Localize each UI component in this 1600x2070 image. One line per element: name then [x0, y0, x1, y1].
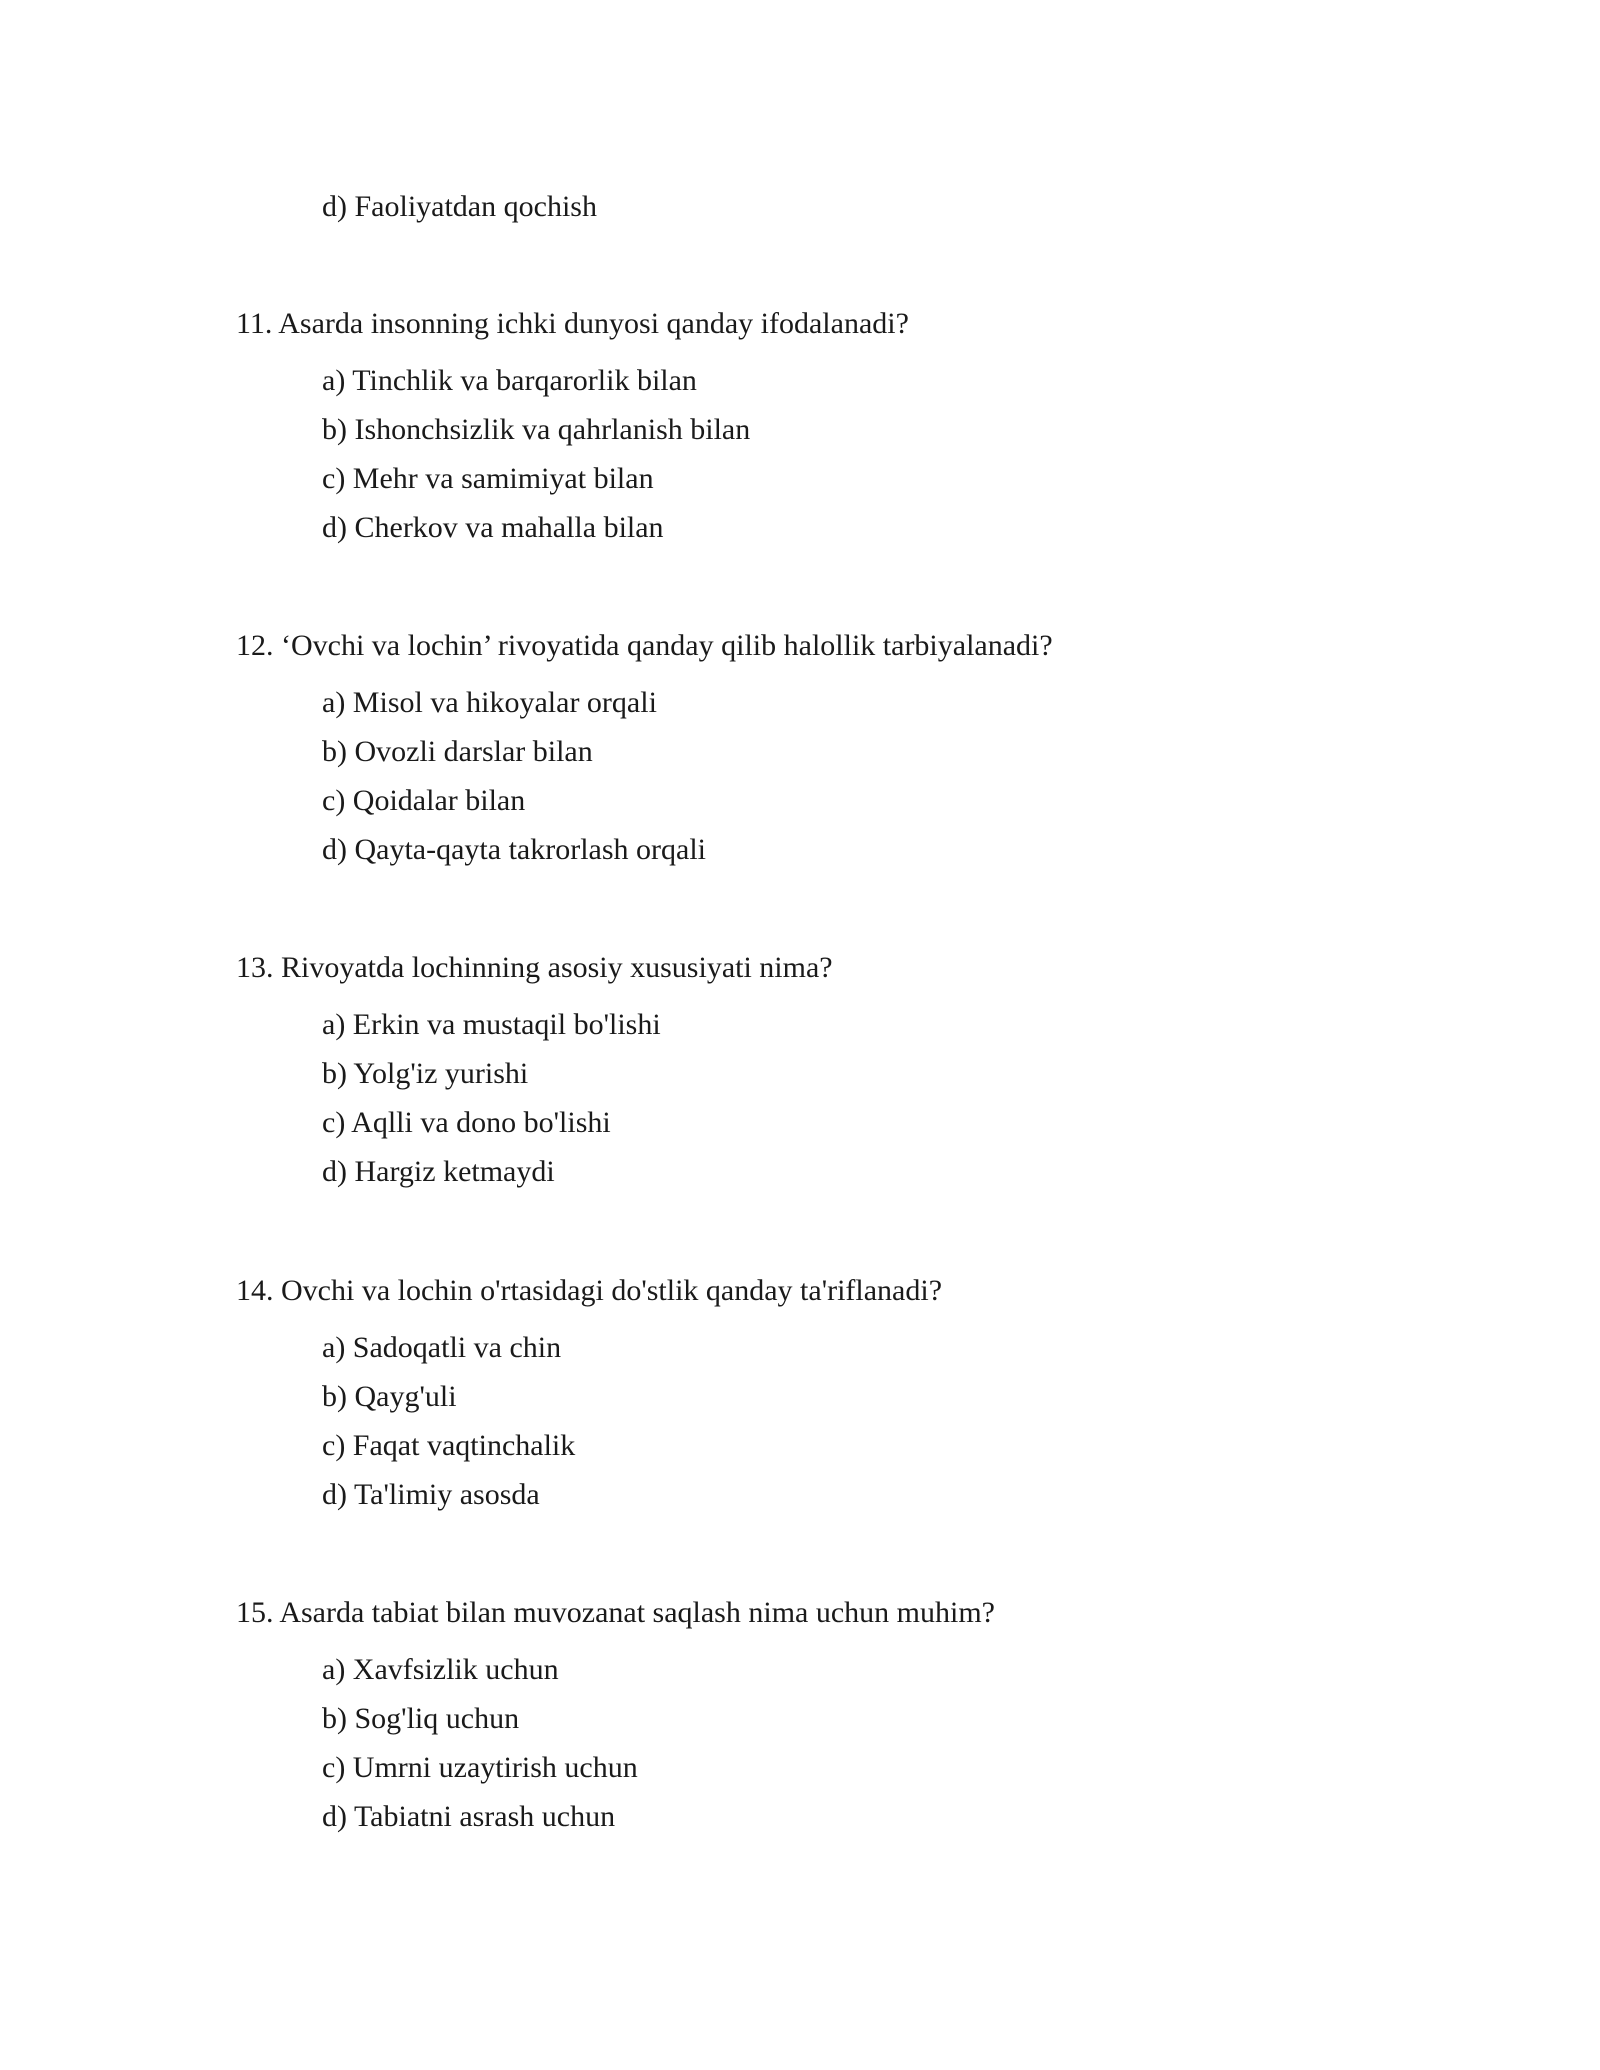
question-13-option-b: b) Yolg'iz yurishi — [322, 1057, 529, 1090]
question-14-option-d: d) Ta'limiy asosda — [322, 1478, 540, 1511]
question-12-option-c: c) Qoidalar bilan — [322, 784, 526, 817]
question-11: 11. Asarda insonning ichki dunyosi qanday ifodalanadi? — [236, 307, 909, 340]
leading-option: d) Faoliyatdan qochish — [322, 190, 597, 223]
question-11-option-a: a) Tinchlik va barqarorlik bilan — [322, 364, 697, 397]
question-12-option-a: a) Misol va hikoyalar orqali — [322, 686, 657, 719]
question-15-option-d: d) Tabiatni asrash uchun — [322, 1800, 616, 1833]
question-12-option-d: d) Qayta-qayta takrorlash orqali — [322, 833, 707, 866]
question-13-option-c: c) Aqlli va dono bo'lishi — [322, 1106, 611, 1139]
question-14-option-a: a) Sadoqatli va chin — [322, 1331, 562, 1364]
question-15: 15. Asarda tabiat bilan muvozanat saqlash nima uchun muhim? — [236, 1596, 995, 1629]
question-11-option-b: b) Ishonchsizlik va qahrlanish bilan — [322, 413, 751, 446]
question-13-option-d: d) Hargiz ketmaydi — [322, 1155, 555, 1188]
question-15-option-a: a) Xavfsizlik uchun — [322, 1653, 559, 1686]
question-14-option-b: b) Qayg'uli — [322, 1380, 457, 1413]
question-15-option-b: b) Sog'liq uchun — [322, 1702, 520, 1735]
question-11-option-d: d) Cherkov va mahalla bilan — [322, 511, 664, 544]
question-15-option-c: c) Umrni uzaytirish uchun — [322, 1751, 638, 1784]
question-13: 13. Rivoyatda lochinning asosiy xususiyati nima? — [236, 951, 833, 984]
question-14: 14. Ovchi va lochin o'rtasidagi do'stlik qanday ta'riflanadi? — [236, 1274, 943, 1307]
question-12: 12. ‘Ovchi va lochin’ rivoyatida qanday qilib halollik tarbiyalanadi? — [236, 629, 1053, 662]
question-11-option-c: c) Mehr va samimiyat bilan — [322, 462, 654, 495]
question-14-option-c: c) Faqat vaqtinchalik — [322, 1429, 576, 1462]
question-12-option-b: b) Ovozli darslar bilan — [322, 735, 593, 768]
question-13-option-a: a) Erkin va mustaqil bo'lishi — [322, 1008, 661, 1041]
